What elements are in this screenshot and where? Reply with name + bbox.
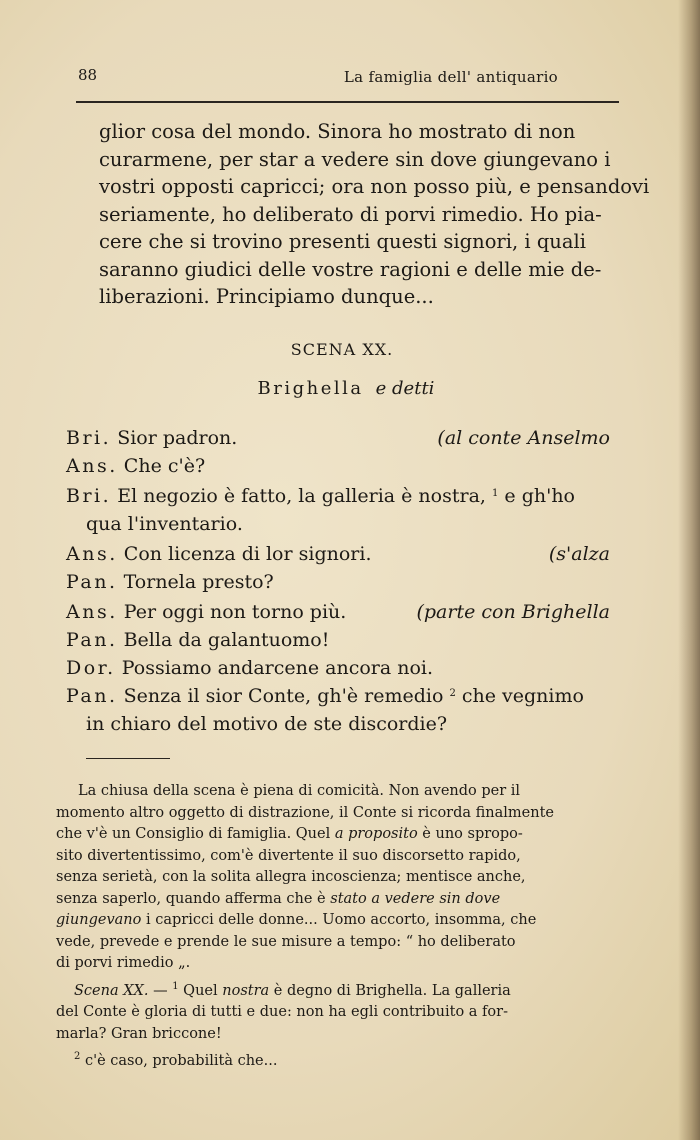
- body-line: seriamente, ho deliberato di porvi rimedio. Ho pia-: [99, 202, 602, 226]
- dialogue-continuation: qua l'inventario.: [86, 513, 243, 535]
- footnote-line: vede, prevede e prende le sue misure a tempo: “ ho deliberato: [56, 933, 516, 950]
- footnotes: [56, 781, 602, 1073]
- line-text: Per oggi non torno più.: [123, 601, 347, 623]
- body-line: cere che si trovino presenti questi signori, i quali: [99, 230, 586, 253]
- footnote-line: [56, 910, 602, 932]
- footnote-line: marla? Gran briccone!: [56, 1025, 222, 1042]
- dialogue-line: [66, 654, 614, 682]
- line-text: Bella da galantuomo!: [123, 629, 330, 651]
- speaker: Bri.: [66, 485, 112, 507]
- stage-direction: (s'alza: [548, 543, 610, 565]
- footnote-text: è degno di Brighella. La galleria: [269, 982, 511, 999]
- stage-direction: (parte con Brighella: [416, 601, 610, 623]
- line-text: Sior padron.: [117, 427, 238, 449]
- footnote-line: del Conte è gloria di tutti e due: non ha egli contribuito a for-: [56, 1004, 508, 1020]
- footnote-text: i capricci delle donne... Uomo accorto, insomma, che: [141, 912, 537, 928]
- stage-direction: (al conte Anselmo: [437, 427, 610, 449]
- footnote-text: che v'è un Consiglio di famiglia. Quel: [56, 826, 335, 842]
- body-line: saranno giudici delle vostre ragioni e delle mie de-: [99, 257, 602, 281]
- dialogue-line: [66, 482, 614, 510]
- page-number: 88: [78, 66, 98, 84]
- dialogue-continuation: in chiaro del motivo de ste discordie?: [86, 713, 448, 735]
- dialogue-block: [66, 424, 614, 738]
- footnote-line: sito divertentissimo, com'è divertente il suo discorsetto rapido,: [56, 847, 521, 864]
- body-line: liberazioni. Principiamo dunque...: [99, 285, 434, 308]
- footnote-scene-label: Scena XX.: [74, 982, 149, 999]
- page-header: [78, 64, 618, 90]
- footnote-text: è uno spropo-: [417, 826, 523, 842]
- speaker: Bri.: [66, 427, 112, 449]
- body-line: glior cosa del mondo. Sinora ho mostrato di non: [99, 120, 576, 143]
- footnote-line: [56, 1051, 602, 1073]
- scene-character-name: Brighella: [257, 378, 364, 399]
- scene-title: SCENA XX.: [290, 340, 394, 359]
- footnote-line: La chiusa della scena è piena di comicità. Non avendo per il: [78, 783, 521, 799]
- body-paragraph: [99, 118, 650, 311]
- footnote-line: [56, 981, 602, 1003]
- footnote-text: Quel: [178, 982, 223, 999]
- footnote-two: [56, 1051, 602, 1073]
- footnote-italic: nostra: [222, 982, 270, 999]
- footnote-commentary: [56, 781, 602, 975]
- footnote-text: senza saperlo, quando afferma che è: [56, 890, 331, 907]
- line-text-after: che vegnimo: [461, 685, 584, 707]
- speaker: Ans.: [66, 543, 118, 565]
- footnote-text: —: [148, 982, 173, 999]
- scene-characters: [0, 378, 696, 399]
- speaker: Ans.: [66, 455, 118, 477]
- dialogue-line: [66, 598, 614, 626]
- speaker: Dor.: [66, 657, 116, 679]
- line-text: Che c'è?: [123, 455, 206, 477]
- speaker: Pan.: [66, 685, 118, 707]
- footnote-italic: a proposito: [334, 826, 418, 842]
- dialogue-line: [66, 682, 614, 710]
- line-text: Con licenza di lor signori.: [123, 543, 372, 565]
- footnote-line: [56, 824, 602, 846]
- footnote-number: 2: [74, 1051, 81, 1062]
- speaker: Pan.: [66, 629, 118, 651]
- line-text: Possiamo andarcene ancora noi.: [121, 657, 434, 679]
- speaker: Ans.: [66, 601, 118, 623]
- line-text-after: e gh'ho: [504, 485, 575, 507]
- footnote-line: momento altro oggetto di distrazione, il Conte si ricorda finalmente: [56, 804, 555, 821]
- footnote-text: c'è caso, probabilità che...: [80, 1053, 278, 1069]
- footnote-rule: [86, 758, 170, 759]
- footnote-marker: 1: [491, 488, 499, 499]
- dialogue-line: [66, 540, 614, 568]
- running-title: La famiglia dell' antiquario: [343, 68, 558, 86]
- footnote-scene-xx: [56, 981, 602, 1046]
- scene-and-others: e detti: [375, 378, 435, 399]
- header-rule: [76, 101, 619, 103]
- dialogue-line: [66, 452, 614, 480]
- dialogue-line: [66, 424, 614, 452]
- dialogue-line: [66, 626, 614, 654]
- line-text: Senza il sior Conte, gh'è remedio: [123, 685, 444, 707]
- speaker: Pan.: [66, 571, 118, 593]
- page-spine-shadow: [678, 0, 700, 1140]
- body-line: vostri opposti capricci; ora non posso più, e pensandovi: [99, 175, 650, 198]
- body-line: curarmene, per star a vedere sin dove giungevano i: [99, 147, 611, 171]
- line-text: El negozio è fatto, la galleria è nostra,: [117, 485, 486, 507]
- footnote-line: [56, 889, 602, 911]
- footnote-italic: stato a vedere sin dove: [330, 890, 501, 907]
- footnote-line: senza serietà, con la solita allegra incoscienza; mentisce anche,: [56, 869, 526, 885]
- footnote-italic: giungevano: [56, 912, 142, 928]
- footnote-marker: 2: [449, 688, 456, 699]
- footnote-line: di porvi rimedio „.: [56, 955, 191, 971]
- dialogue-line: [66, 568, 614, 596]
- line-text: Tornela presto?: [123, 571, 274, 593]
- footnote-number: 1: [172, 980, 179, 992]
